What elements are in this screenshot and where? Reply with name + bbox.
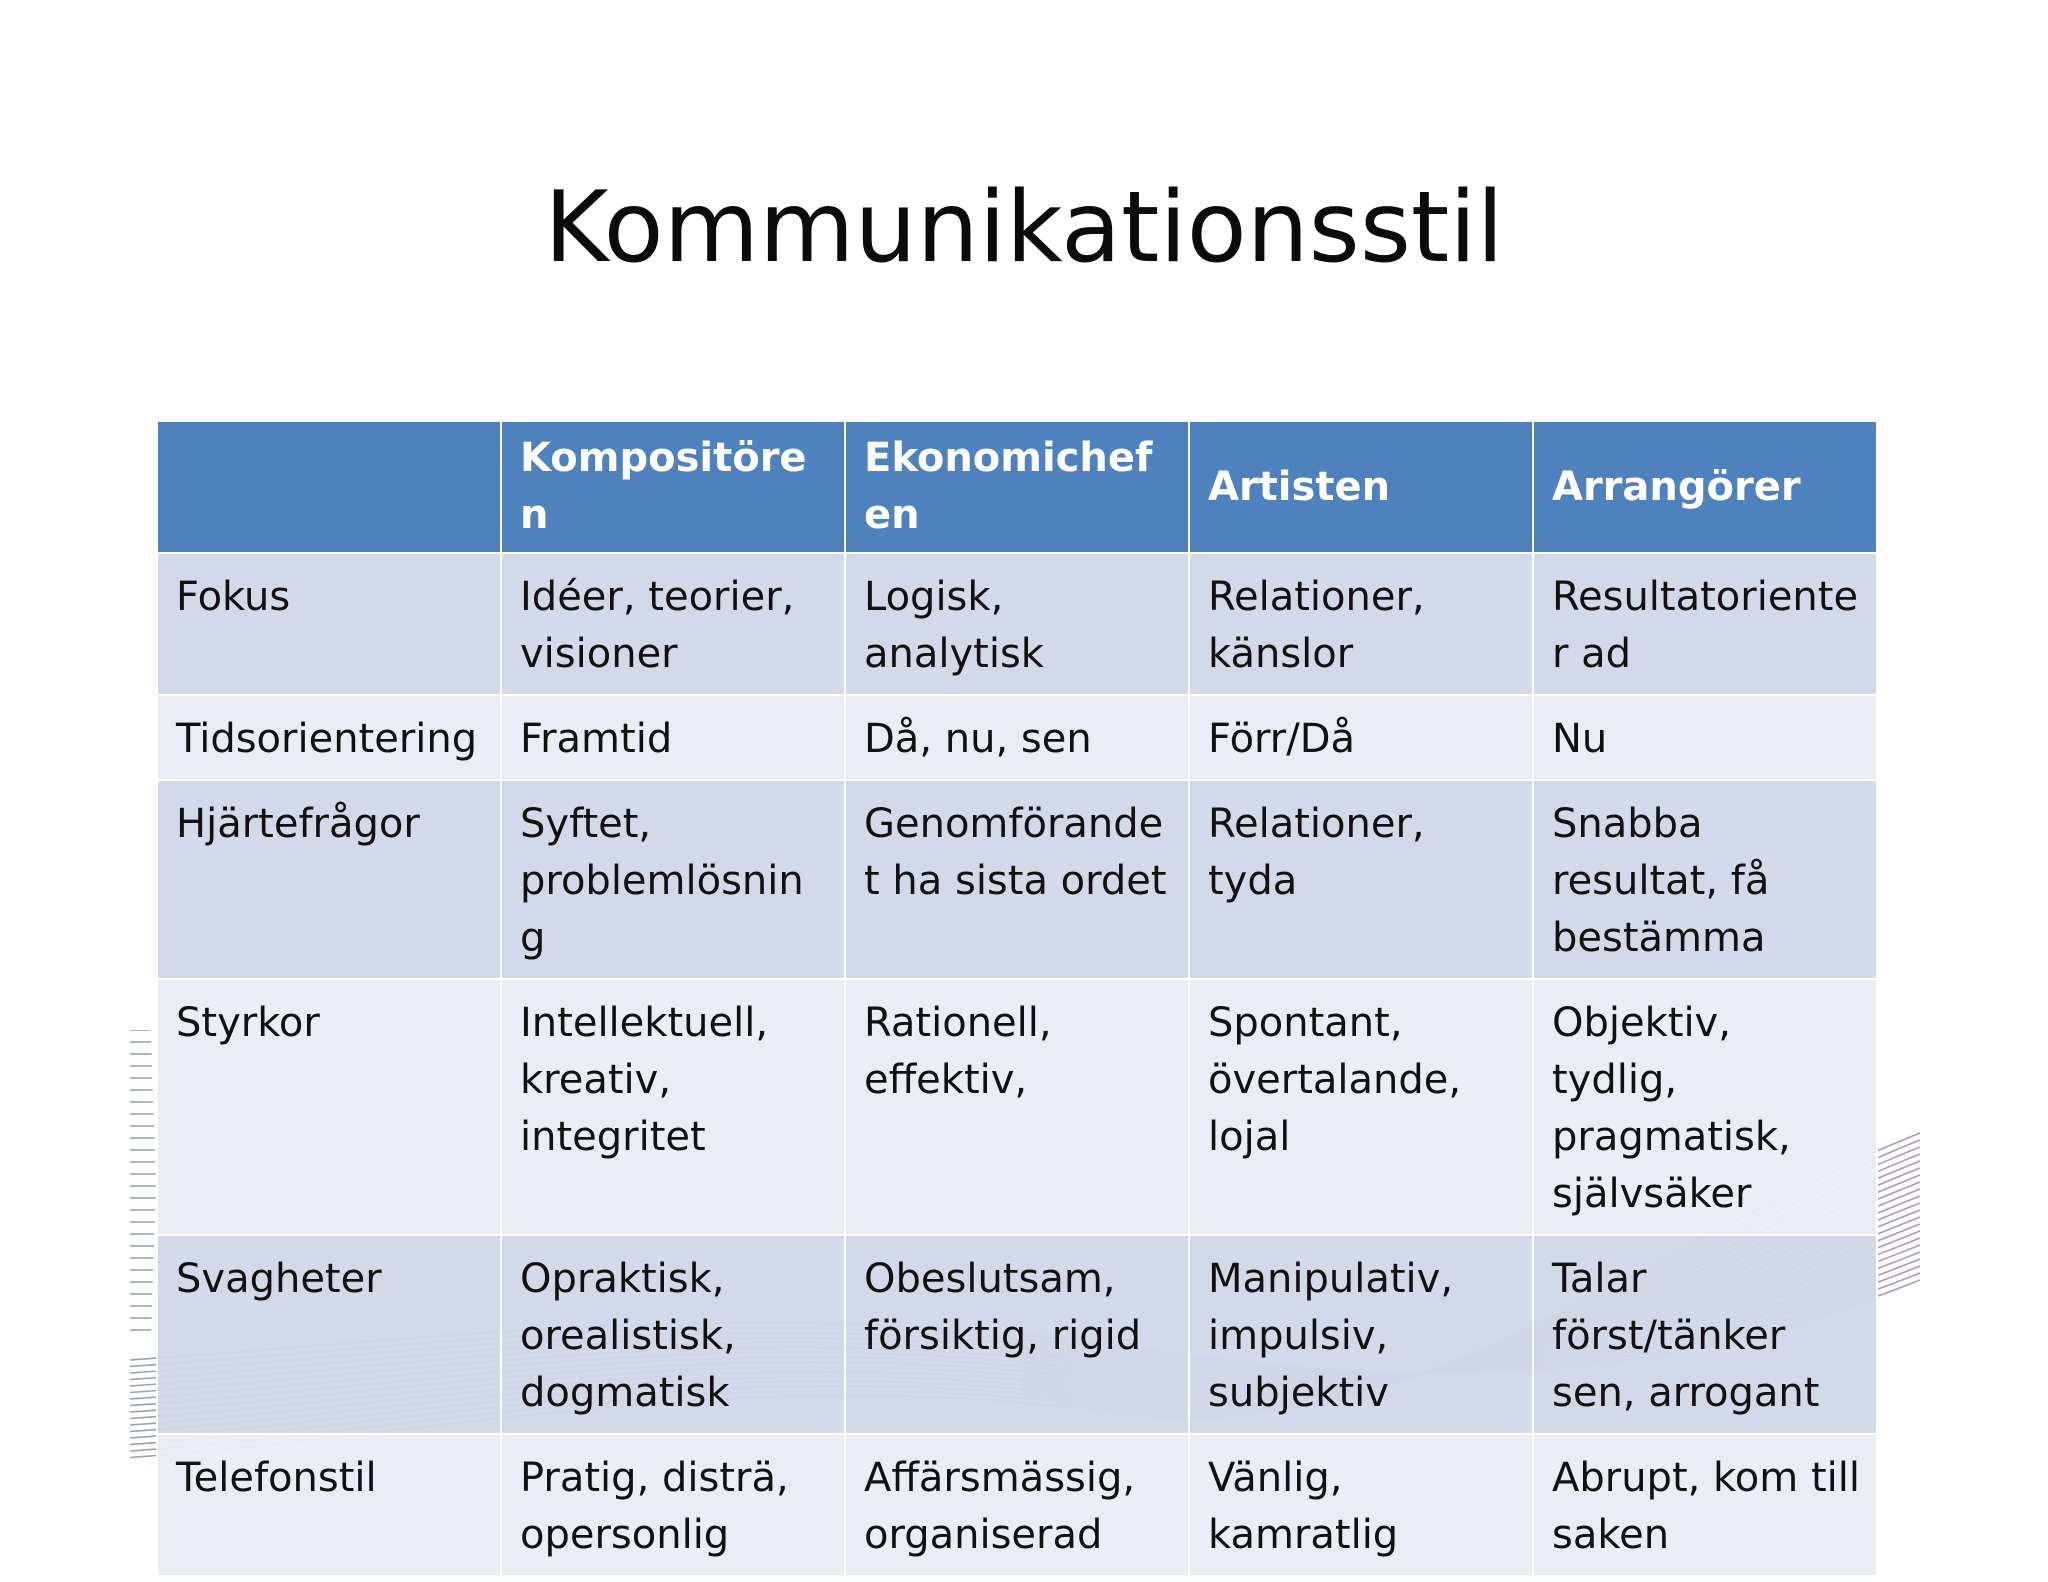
table-cell: Nu [1533,695,1877,780]
table-row [157,780,1877,979]
table-cell: Vänlig, kamratlig [1189,1434,1533,1576]
table-cell: Talar först/tänker sen, arrogant [1533,1235,1877,1434]
table-header-row [157,421,1877,553]
table-cell: Pratig, disträ, opersonlig [501,1434,845,1576]
table-row [157,1434,1877,1576]
slide-title: Kommunikationsstil [544,171,1504,285]
row-label: Tidsorientering [157,695,501,780]
table-cell: Manipulativ, impulsiv, subjektiv [1189,1235,1533,1434]
table-cell: Förr/Då [1189,695,1533,780]
header-artisten: Artisten [1189,421,1533,553]
table-row [157,695,1877,780]
table-row [157,979,1877,1235]
header-kompositoren: Kompositören [501,421,845,553]
row-label: Fokus [157,553,501,695]
table-cell: Logisk, analytisk [845,553,1189,695]
table-cell: Syftet, problemlösning [501,780,845,979]
table-cell: Idéer, teorier, visioner [501,553,845,695]
header-corner [157,421,501,553]
communication-style-table [156,420,1878,1577]
table-row [157,553,1877,695]
table-cell: Opraktisk, orealistisk, dogmatisk [501,1235,845,1434]
table-cell: Rationell, effektiv, [845,979,1189,1235]
row-label: Svagheter [157,1235,501,1434]
row-label: Styrkor [157,979,501,1235]
table-cell: Spontant, övertalande, lojal [1189,979,1533,1235]
table-cell: Intellektuell, kreativ, integritet [501,979,845,1235]
table-cell: Obeslutsam, försiktig, rigid [845,1235,1189,1434]
table-cell: Relationer, känslor [1189,553,1533,695]
table-cell: Abrupt, kom till saken [1533,1434,1877,1576]
table-cell: Resultatorienter ad [1533,553,1877,695]
row-label: Hjärtefrågor [157,780,501,979]
table-row [157,1235,1877,1434]
table-cell: Framtid [501,695,845,780]
table-cell: Snabba resultat, få bestämma [1533,780,1877,979]
table-cell: Relationer, tyda [1189,780,1533,979]
row-label: Telefonstil [157,1434,501,1576]
table-cell: Genomförandet ha sista ordet [845,780,1189,979]
table-cell: Affärsmässig, organiserad [845,1434,1189,1576]
table-cell: Då, nu, sen [845,695,1189,780]
header-arrangorer: Arrangörer [1533,421,1877,553]
header-ekonomichefen: Ekonomichefen [845,421,1189,553]
table-cell: Objektiv, tydlig, pragmatisk, självsäker [1533,979,1877,1235]
